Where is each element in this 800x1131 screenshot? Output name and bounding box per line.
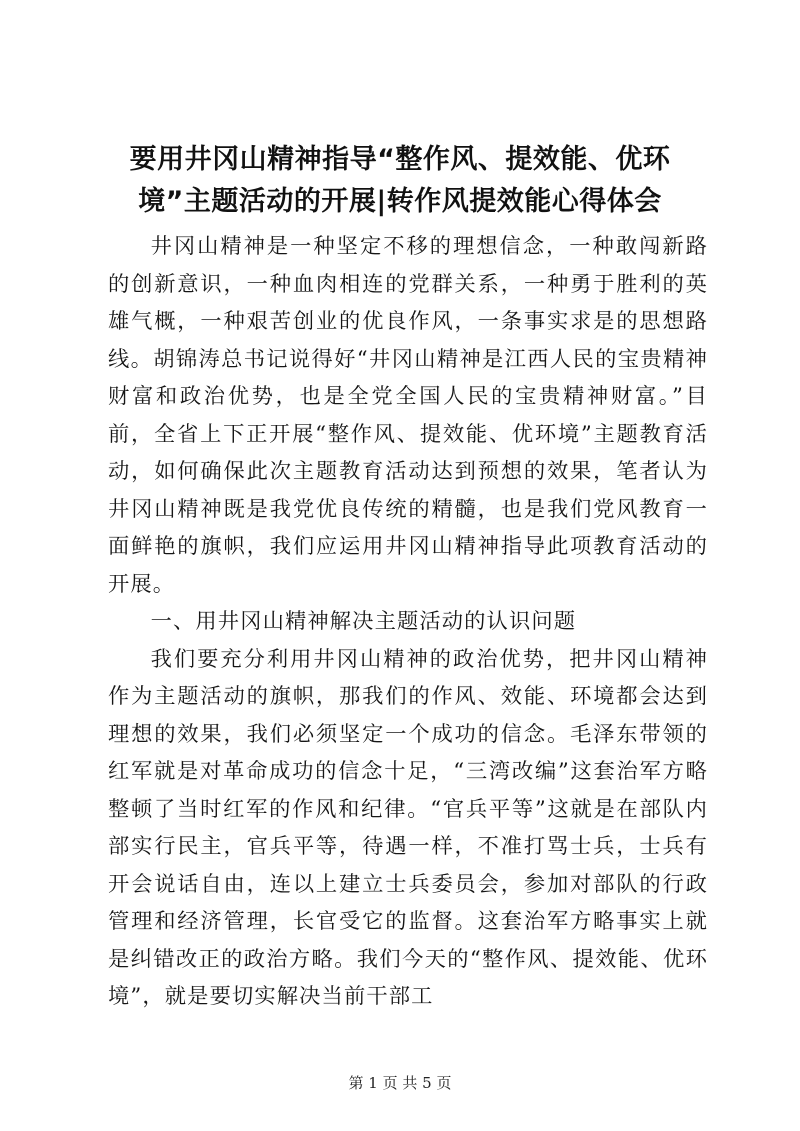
section-heading-1: 一、用井冈山精神解决主题活动的认识问题 — [150, 609, 577, 634]
paragraph-intro: 井冈山精神是一种坚定不移的理想信念，一种敢闯新路的创新意识，一种血肉相连的党群关系，一种勇于胜利的英雄气概，一种艰苦创业的优良作风，一条事实求是的思想路线。胡锦涛总书记说得好“井冈山精神是江西人民的宝贵精神财富和政治优势，也是全党全国人民的宝贵精神财富。”目前，全省上下正开展“整作风、提效能、优环境”主题教育活动，如何确保此次主题教育活动达到预想的效果，笔者认为井冈山精神既是我党优良传统的精髓，也是我们党风教育一面鲜艳的旗帜，我们应运用井冈山精神指导此项教育活动的开展。 — [108, 234, 708, 597]
document-title: 要用井冈山精神指导“整作风、提效能、优环境”主题活动的开展|转作风提效能心得体会 — [129, 144, 671, 217]
page-number-footer: 第 1 页 共 5 页 — [348, 1074, 452, 1092]
paragraph-section-1: 我们要充分利用井冈山精神的政治优势，把井冈山精神作为主题活动的旗帜，那我们的作风、效能、环境都会达到理想的效果，我们必须坚定一个成功的信念。毛泽东带领的红军就是对革命成功的信念十足，“三湾改编”这套治军方略整顿了当时红军的作风和纪律。“官兵平等”这就是在部队内部实行民主，官兵平等，待遇一样，不准打骂士兵，士兵有开会说话自由，连以上建立士兵委员会，参加对部队的行政管理和经济管理，长官受它的监督。这套治军方略事实上就是纠错改正的政治方略。我们今天的“整作风、提效能、优环境”，就是要切实解决当前干部工 — [108, 646, 708, 1009]
document-body — [108, 228, 708, 1016]
